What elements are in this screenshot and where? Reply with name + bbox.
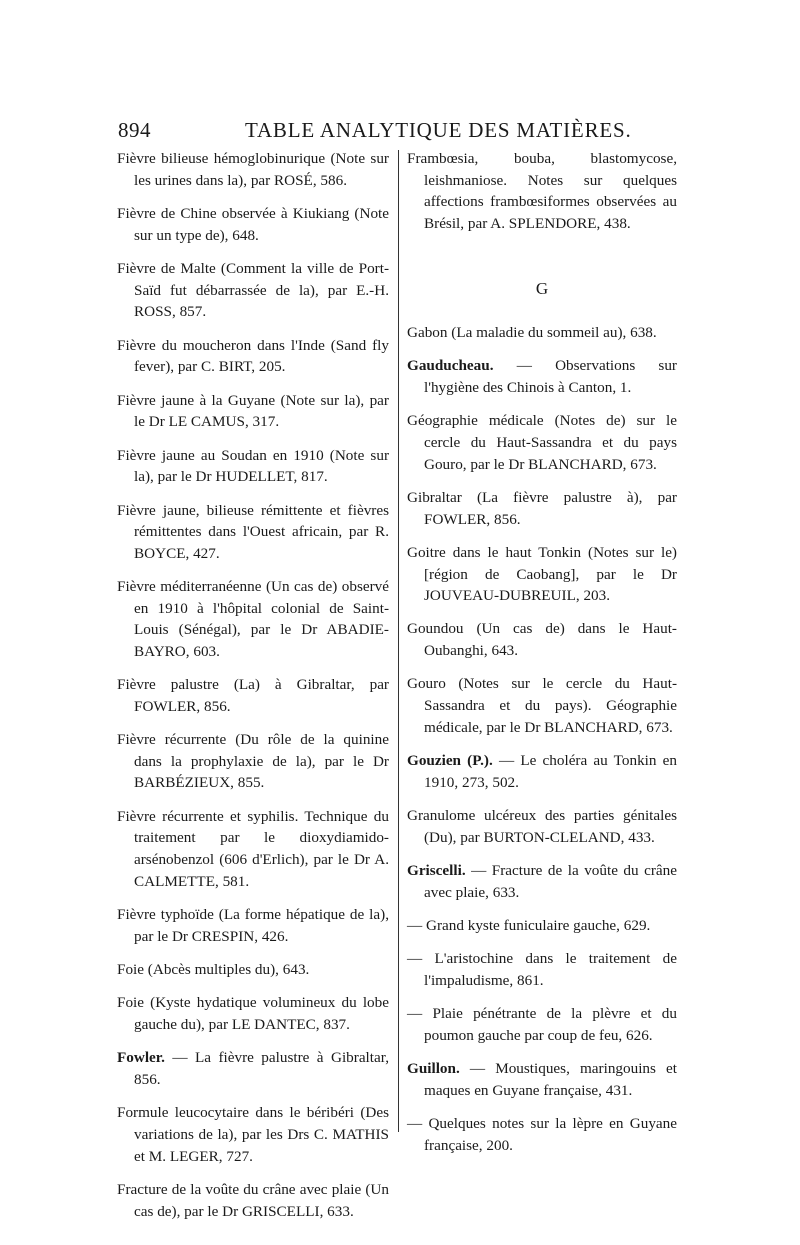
author-headword: Fowler. xyxy=(117,1049,165,1067)
index-entry: — Quelques notes sur la lèpre en Guyane française, 200. xyxy=(407,1115,677,1154)
index-entry: — L'aristochine dans le traitement de l'impaludisme, 861. xyxy=(407,950,677,989)
author-headword: Gauducheau. xyxy=(407,357,494,375)
page-header xyxy=(0,108,800,148)
index-entry: Géographie médicale (Notes de) sur le cercle du Haut-Sassandra et du pays Gouro, par le Dr BLANCHARD, 673. xyxy=(407,412,677,473)
index-entry: Gauducheau. — Observations sur l'hygiène des Chinois à Canton, 1. xyxy=(407,357,677,396)
index-entry: Goundou (Un cas de) dans le Haut-Oubanghi, 643. xyxy=(407,620,677,660)
right-column xyxy=(407,148,677,1168)
index-entry: Fièvre jaune, bilieuse rémittente et fièvres rémittentes dans l'Ouest africain, par R. BOYCE, 427. xyxy=(117,501,389,562)
index-entry: Frambœsia, bouba, blastomycose, leishmaniose. Notes sur quelques affections frambœsiformes observées au Brésil, par A. SPLENDORE, 438. xyxy=(407,150,677,232)
index-entry: Granulome ulcéreux des parties génitales (Du), par BURTON-CLELAND, 433. xyxy=(407,807,677,846)
index-entry: — Plaie pénétrante de la plèvre et du poumon gauche par coup de feu, 626. xyxy=(407,1005,677,1044)
index-entry: Gouro (Notes sur le cercle du Haut-Sassandra et du pays). Géographie médicale, par le Dr BLANCHARD, 673. xyxy=(407,675,677,736)
index-entry: Fièvre de Malte (Comment la ville de Port-Saïd fut débarrassée de la), par E.-H. ROSS, 857. xyxy=(117,259,389,321)
section-letter: G xyxy=(535,279,549,299)
index-entry: Fièvre récurrente (Du rôle de la quinine dans la prophylaxie de la), par le Dr BARBÉZIEUX, 855. xyxy=(117,731,389,792)
running-title: TABLE ANALYTIQUE DES MATIÈRES. xyxy=(245,118,632,142)
index-entry: Foie (Abcès multiples du), 643. xyxy=(117,960,310,978)
index-entry: Fièvre jaune au Soudan en 1910 (Note sur la), par le Dr HUDELLET, 817. xyxy=(117,446,389,486)
author-headword: Guillon. xyxy=(407,1060,460,1078)
index-entry: Goitre dans le haut Tonkin (Notes sur le) [région de Caobang], par le Dr JOUVEAU-DUBREUIL, 203. xyxy=(407,543,677,605)
index-entry: Gibraltar (La fièvre palustre à), par FOWLER, 856. xyxy=(407,488,677,528)
index-entry: Guillon. — Moustiques, maringouins et maques en Guyane française, 431. xyxy=(407,1060,677,1099)
index-entry: Fièvre palustre (La) à Gibraltar, par FOWLER, 856. xyxy=(117,676,389,715)
index-entry: Formule leucocytaire dans le béribéri (Des variations de la), par les Drs C. MATHIS et M. LEGER, 727. xyxy=(117,1104,389,1165)
index-entry: Fièvre bilieuse hémoglobinurique (Note sur les urines dans la), par ROSÉ, 586. xyxy=(117,150,389,189)
left-column xyxy=(117,148,389,1234)
index-entry: Gabon (La maladie du sommeil au), 638. xyxy=(407,323,657,341)
index-entry: Fièvre typhoïde (La forme hépatique de la), par le Dr CRESPIN, 426. xyxy=(117,905,389,945)
index-entry: Foie (Kyste hydatique volumineux du lobe gauche du), par LE DANTEC, 837. xyxy=(117,994,389,1033)
author-headword: Griscelli. xyxy=(407,862,466,880)
author-headword: Gouzien (P.). xyxy=(407,752,493,770)
index-entry: — Grand kyste funiculaire gauche, 629. xyxy=(407,917,651,934)
index-entry: Fièvre de Chine observée à Kiukiang (Note sur un type de), 648. xyxy=(117,204,389,244)
index-entry: Fièvre récurrente et syphilis. Technique du traitement par le dioxydiamido-arsénobenzol (606 d'Erlich), par le Dr A. CALMETTE, 581. xyxy=(117,807,389,890)
index-entry: Fièvre du moucheron dans l'Inde (Sand fly fever), par C. BIRT, 205. xyxy=(117,336,389,376)
index-entry: Fracture de la voûte du crâne avec plaie (Un cas de), par le Dr GRISCELLI, 633. xyxy=(117,1180,389,1220)
index-entry: Fowler. — La fièvre palustre à Gibraltar, 856. xyxy=(117,1049,389,1088)
index-entry: Fièvre jaune à la Guyane (Note sur la), par le Dr LE CAMUS, 317. xyxy=(117,391,389,431)
index-entry: Griscelli. — Fracture de la voûte du crâne avec plaie, 633. xyxy=(407,862,677,901)
index-entry: Fièvre méditerranéenne (Un cas de) observé en 1910 à l'hôpital colonial de Saint-Louis (Sénégal), par le Dr ABADIE-BAYRO, 603. xyxy=(117,578,389,660)
column-divider xyxy=(398,150,399,1132)
page-number: 894 xyxy=(118,118,151,142)
index-entry: Gouzien (P.). — Le choléra au Tonkin en 1910, 273, 502. xyxy=(407,752,677,791)
